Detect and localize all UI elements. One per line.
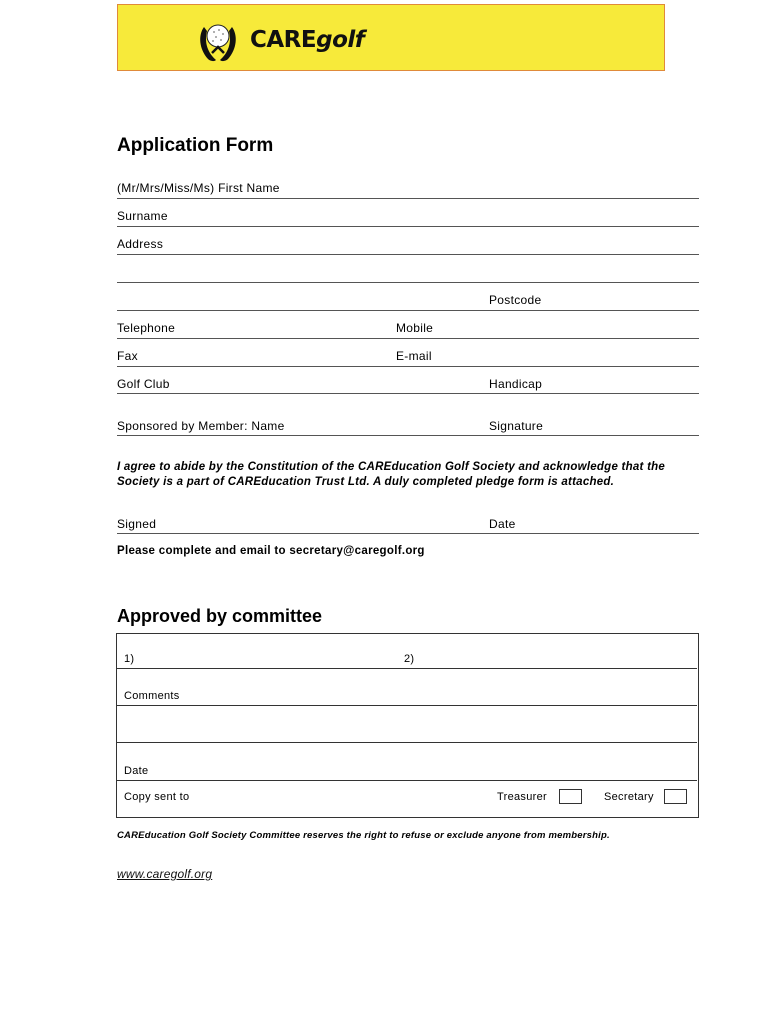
- secretary-checkbox[interactable]: [664, 789, 687, 804]
- address-field-line1[interactable]: [117, 254, 699, 255]
- header-banner: [117, 4, 665, 71]
- signed-date-field[interactable]: [117, 533, 699, 534]
- postcode-label: Postcode: [489, 293, 542, 307]
- comments-field-line2[interactable]: [117, 742, 697, 743]
- committee-date-field[interactable]: [117, 780, 697, 781]
- approver-2-label: 2): [404, 653, 415, 665]
- postcode-field[interactable]: [117, 310, 699, 311]
- signature-label: Signature: [489, 419, 544, 433]
- sponsored-by-label: Sponsored by Member: Name: [117, 419, 285, 433]
- email-instruction: Please complete and email to secretary@caregolf.org: [117, 545, 425, 557]
- fax-email-field[interactable]: [117, 366, 699, 367]
- logo-golf: golf: [316, 27, 365, 53]
- handicap-label: Handicap: [489, 377, 543, 391]
- logo-care: CARE: [250, 27, 317, 53]
- sponsor-signature-field[interactable]: [117, 435, 699, 436]
- golf-ball-hands-icon: [198, 19, 238, 63]
- email-label: E-mail: [396, 349, 432, 363]
- golf-club-handicap-field[interactable]: [117, 393, 699, 394]
- treasurer-checkbox[interactable]: [559, 789, 582, 804]
- caregolf-logo-text: [250, 27, 364, 53]
- address-label: Address: [117, 237, 164, 251]
- golf-club-label: Golf Club: [117, 377, 170, 391]
- committee-title: Approved by committee: [117, 606, 323, 626]
- treasurer-label: Treasurer: [497, 791, 547, 803]
- committee-date-label: Date: [124, 765, 149, 777]
- surname-label: Surname: [117, 209, 168, 223]
- approver-1-label: 1): [124, 653, 135, 665]
- mobile-label: Mobile: [396, 321, 434, 335]
- signed-label: Signed: [117, 517, 157, 531]
- approvers-field[interactable]: [117, 668, 697, 669]
- copy-sent-to-label: Copy sent to: [124, 791, 190, 803]
- address-field-line2[interactable]: [117, 282, 699, 283]
- comments-label: Comments: [124, 690, 180, 702]
- secretary-label: Secretary: [604, 791, 654, 803]
- telephone-label: Telephone: [117, 321, 176, 335]
- disclaimer-text: CAREducation Golf Society Committee reserves the right to refuse or exclude anyone from membership.: [117, 830, 610, 841]
- telephone-mobile-field[interactable]: [117, 338, 699, 339]
- first-name-label: (Mr/Mrs/Miss/Ms) First Name: [117, 181, 280, 195]
- website-link[interactable]: www.caregolf.org: [117, 867, 213, 881]
- form-title: Application Form: [117, 135, 274, 156]
- date-label: Date: [489, 517, 516, 531]
- committee-box: [116, 633, 699, 818]
- first-name-field[interactable]: [117, 198, 699, 199]
- agreement-text: I agree to abide by the Constitution of the CAREducation Golf Society and acknowledge that the Society is a part of CAREducation Trust Ltd. A duly completed pledge form is attached.: [117, 461, 666, 488]
- fax-label: Fax: [117, 349, 138, 363]
- comments-field-line1[interactable]: [117, 705, 697, 706]
- surname-field[interactable]: [117, 226, 699, 227]
